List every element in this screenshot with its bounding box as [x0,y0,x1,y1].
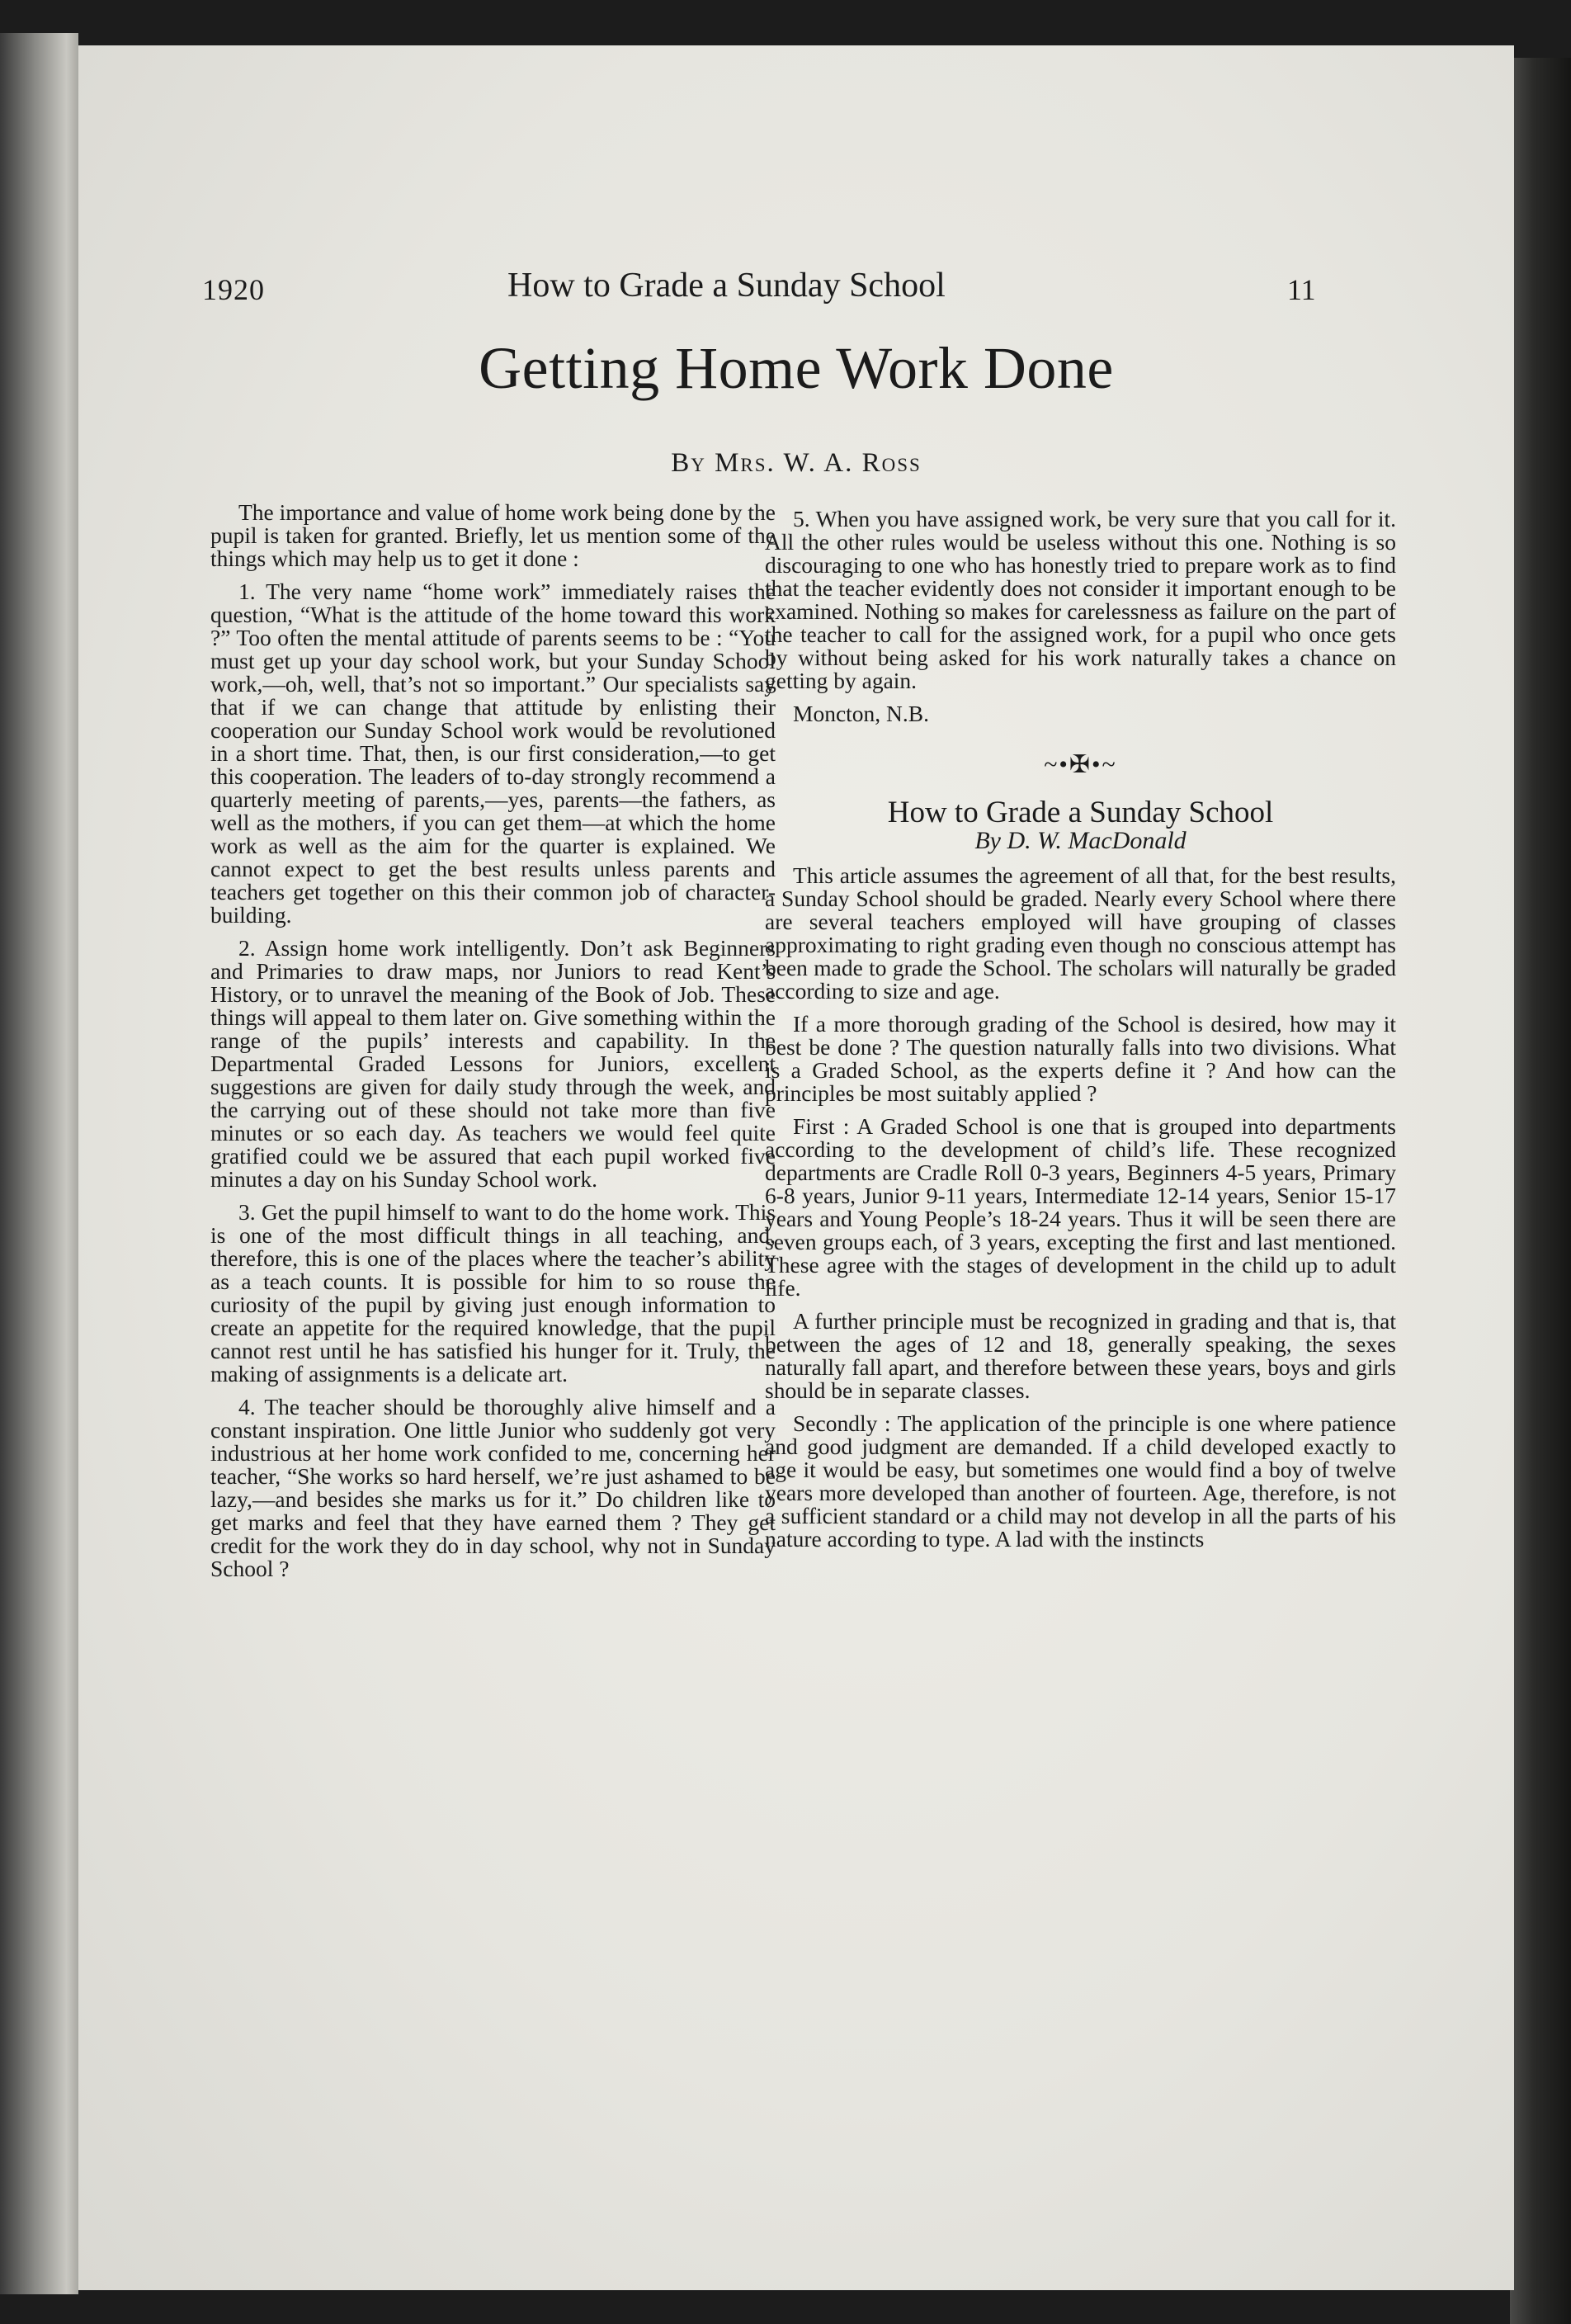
second-article-byline: By D. W. MacDonald [974,827,1187,854]
page-number: 11 [1287,273,1316,306]
section-ornament: ~•✠•~ [1044,751,1117,778]
left-column [210,501,776,1590]
article-title: Getting Home Work Done [479,335,1114,401]
paragraph: First : A Graded School is one that is grouped into departments according to the development of child’s life. These recognized departments are Cradle Roll 0-3 years, Beginners 4-5 years, Primary 6-8 years, Junior 9-11 years, Intermediate 12-14 years, Senior 15-17 years and Young People’s 18-24 years. Thus it will be seen there are seven groups each, of 3 years, excepting the first and last mentioned. These agree with the stages of development in the child up to adult life. [765,1113,1396,1301]
paragraph: If a more thorough grading of the School is desired, how may it best be done ? The question naturally falls into two divisions. What is a Graded School, as the experts define it ? And how can the principles be most suitably applied ? [765,1011,1396,1106]
paragraph: The importance and value of home work being done by the pupil is taken for granted. Briefly, let us mention some of the things which may help us to get it done : [210,499,776,571]
paragraph: 3. Get the pupil himself to want to do the home work. This is one of the most difficult things in all teaching, and, therefore, this is one of the places where the teacher’s ability as a teach counts. It is possible for him to so rouse the curiosity of the pupil by giving just enough information to create an appetite for the required knowledge, that the pupil cannot rest until he has satisfied his hunger for it. Truly, the making of assignments is a delicate art. [210,1199,776,1386]
paragraph: A further principle must be recognized in grading and that is, that between the ages of 12 and 18, generally speaking, the sexes naturally fall apart, and therefore between these years, boys and girls should be in separate classes. [765,1308,1396,1403]
book-fore-edge [1510,58,1571,2324]
article-byline: By Mrs. W. A. Ross [671,448,922,478]
running-head-year: 1920 [202,273,265,306]
paragraph: 2. Assign home work intelligently. Don’t ask Beginners and Primaries to draw maps, nor Juniors to read Kent’s History, or to unravel the meaning of the Book of Job. These things will appeal to them later on. Give something within the range of the pupils’ interests and capability. In the Departmental Graded Lessons for Juniors, excellent suggestions are given for daily study through the week, and the carrying out of these should not take more than five minutes or so each day. As teachers we would feel quite gratified could we be assured that each pupil worked five minutes a day on his Sunday School work. [210,935,776,1192]
paragraph: Secondly : The application of the principle is one where patience and good judgment are demanded. If a child developed exactly to age it would be easy, but sometimes one would find a boy of twelve years more developed than another of fourteen. Age, therefore, is not a sufficient standard or a child may not develop in all the parts of his nature according to type. A lad with the instincts [765,1410,1396,1552]
paragraph: This article assumes the agreement of all that, for the best results, a Sunday School should be graded. Nearly every School where there are several teachers employed will have grouping of classes approximating to right grading even though no conscious attempt has been made to grade the School. The scholars will naturally be graded according to size and age. [765,862,1396,1004]
paragraph: 4. The teacher should be thoroughly alive himself and a constant inspiration. One little Junior who suddenly got very industrious at her home work confided to me, concerning her teacher, “She works so hard herself, we’re just ashamed to be lazy,—and besides she marks us for it.” Do children like to get marks and feel that they have earned them ? They get credit for the work they do in day school, why not in Sunday School ? [210,1394,776,1581]
paragraph: 1. The very name “home work” immediately raises the question, “What is the attitude of the home toward this work ?” Too often the mental attitude of parents seems to be : “You must get up your day school work, but your Sunday School work,—oh, well, that’s not so important.” Our specialists say that if we can change that attitude by enlisting their cooperation our Sunday School work would be revolutioned in a short time. That, then, is our first consideration,—to get this cooperation. The leaders of to-day strongly recommend a quarterly meeting of parents,—yes, parents—the fathers, as well as the mothers, if you can get them—at which the home work as well as the aim for the quarter is explained. We cannot expect to get the best results unless parents and teachers get together on this their common job of character-building. [210,579,776,928]
right-column [765,508,1396,1561]
running-head [78,267,1514,330]
facing-page-edge [0,33,78,2294]
page [78,45,1514,2290]
running-head-title: How to Grade a Sunday School [507,267,946,305]
article-signoff: Moncton, N.B. [793,701,929,726]
paragraph: 5. When you have assigned work, be very sure that you call for it. All the other rules would be useless without this one. Nothing is so discouraging to one who has honestly tried to prepare work as to find that the teacher evidently does not consider it important enough to be examined. Nothing so makes for carelessness as failure on the part of the teacher to call for the assigned work, for a pupil who once gets by without being asked for his work naturally takes a chance on getting by again. [765,506,1396,693]
second-article-title: How to Grade a Sunday School [887,796,1274,829]
